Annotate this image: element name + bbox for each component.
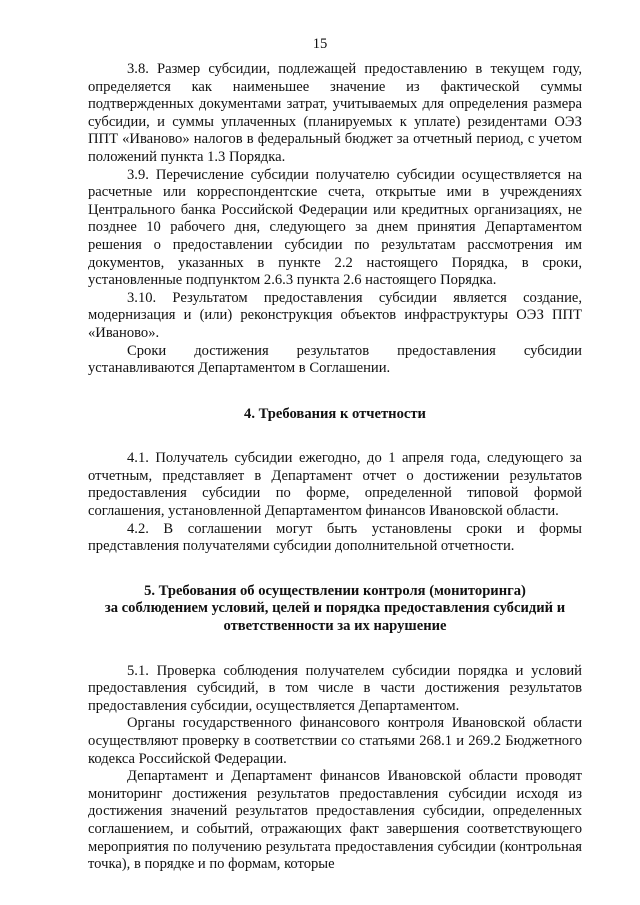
paragraph-4-2: 4.2. В соглашении могут быть установлены сроки и формы представления получателями субсидии дополнительной отчетности. — [88, 520, 582, 555]
paragraph-4-1: 4.1. Получатель субсидии ежегодно, до 1 апреля года, следующего за отчетным, представляет в Департамент отчет о достижении результатов предоставления субсидии по форме, определенной типовой формой соглашения, установленной Департаментом финансов Ивановской области. — [88, 450, 582, 520]
paragraph-control-bodies: Органы государственного финансового контроля Ивановской области осуществляют проверку в соответствии со статьями 268.1 и 269.2 Бюджетного кодекса Российской Федерации. — [88, 715, 582, 767]
paragraph-3-10: 3.10. Результатом предоставления субсидии является создание, модернизация и (или) реконструкция объектов инфраструктуры ОЭЗ ППТ «Иваново». — [88, 289, 582, 341]
paragraph-3-8: 3.8. Размер субсидии, подлежащей предоставлению в текущем году, определяется как наименьшее значение из фактической суммы подтвержденных документами затрат, учитываемых для определения размера субсидии, и суммы уплаченных (планируемых к уплате) резидентами ОЭЗ ППТ «Иваново» налогов в федеральный бюджет за отчетный период, с учетом положений пункта 1.3 Порядка. — [88, 61, 582, 165]
paragraph-3-9: 3.9. Перечисление субсидии получателю субсидии осуществляется на расчетные или корреспондентские счета, открытые ими в учреждениях Центрального банка Российской Федерации или кредитных организациях, не позднее 10 рабочего дня, следующего за днем принятия Департаментом решения о предоставлении субсидии по результатам рассмотрения им документов, указанных в пункте 2.2 настоящего Порядка, в сроки, установленные подпунктом 2.6.3 пункта 2.6 настоящего Порядка. — [88, 166, 582, 289]
paragraph-monitoring: Департамент и Департамент финансов Ивановской области проводят мониторинг достижения результатов предоставления субсидии исходя из достижения значений результатов предоставления субсидии, определенных соглашением, и событий, отражающих факт завершения соответствующего мероприятия по получению результата предоставления субсидии (контрольная точка), в порядке и по формам, которые — [88, 768, 582, 873]
section-5-heading — [88, 583, 582, 636]
paragraph-deadlines: Сроки достижения результатов предоставления субсидии устанавливаются Департаментом в Соглашении. — [88, 342, 582, 377]
section-5-heading-line1: 5. Требования об осуществлении контроля (мониторинга) — [144, 582, 526, 599]
section-5-heading-line2: за соблюдением условий, целей и порядка предоставления субсидий и — [104, 600, 566, 617]
paragraph-5-1: 5.1. Проверка соблюдения получателем субсидии порядка и условий предоставления субсидий, в том числе в части достижения результатов предоставления субсидии, осуществляется Департаментом. — [88, 662, 582, 714]
page-number: 15 — [312, 36, 328, 52]
page-content — [88, 61, 582, 874]
section-5-heading-line3: ответственности за их нарушение — [223, 618, 447, 635]
section-4-heading: 4. Требования к отчетности — [244, 405, 426, 422]
